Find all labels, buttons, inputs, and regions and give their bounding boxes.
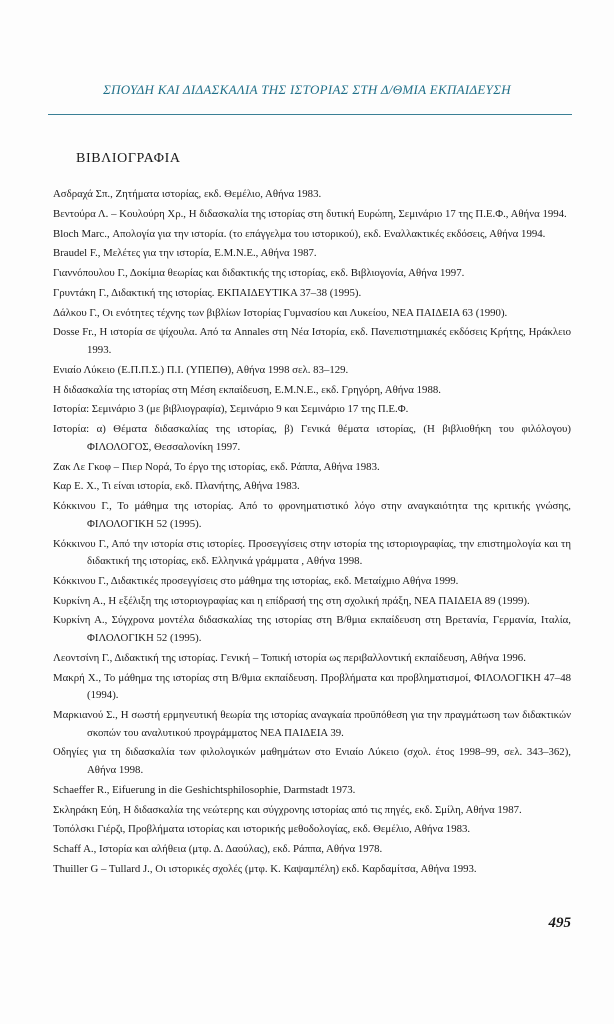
bibliography-entry: Σκληράκη Εύη, Η διδασκαλία της νεώτερης και σύγχρονης ιστορίας από τις πηγές, εκδ. Σμίλη, Αθήνα 1987. — [53, 803, 522, 816]
bibliography-entry: Κυρκίνη Α., Σύγχρονα μοντέλα διδασκαλίας της ιστορίας στη Β/θμια εκπαίδευση στη Βρετανία, Γερμανία, Ιταλία, ΦΙΛΟΛΟΓΙΚΗ 52 (1995). — [53, 614, 571, 645]
bibliography-entry: Ιστορία: α) Θέματα διδασκαλίας της ιστορίας, β) Γενικά θέματα ιστορίας, (Η βιβλιοθήκη του φιλόλογου) ΦΙΛΟΛΟΓΟΣ, Θεσσαλονίκη 1997. — [53, 423, 571, 453]
bibliography-entry: Τοπόλσκι Γιέρζι, Προβλήματα ιστορίας και ιστορικής μεθοδολογίας, εκδ. Θεμέλιο, Αθήνα 1983. — [53, 823, 471, 836]
bibliography-entry: Η διδασκαλία της ιστορίας στη Μέση εκπαίδευση, Ε.Μ.Ν.Ε., εκδ. Γρηγόρη, Αθήνα 1988. — [53, 383, 441, 396]
page-number: 495 — [548, 915, 571, 931]
bibliography-entry: Κόκκινου Γ., Από την ιστορία στις ιστορίες. Προσεγγίσεις στην ιστορία της ιστοριογραφίας, την επιστημολογία και τη διδακτική της ιστορίας, εκδ. Ελληνικά γράμματα , Αθήνα 1998. — [53, 537, 571, 568]
bibliography-entry: Ασδραχά Σπ., Ζητήματα ιστορίας, εκδ. Θεμέλιο, Αθήνα 1983. — [53, 188, 322, 200]
bibliography-entry: Γιαννόπουλου Γ., Δοκίμια θεωρίας και διδακτικής της ιστορίας, εκδ. Βιβλιογονία, Αθήνα 1997. — [53, 267, 465, 280]
bibliography-entry: Μαρκιανού Σ., Η σωστή ερμηνευτική θεωρία της ιστορίας αναγκαία προϋπόθεση για την πραγμάτωση των διδακτικών σκοπών του αναλυτικού προγράμματος ΝΕΑ ΠΑΙΔΕΙΑ 39. — [53, 708, 571, 739]
bibliography-entry: Κυρκίνη Α., Η εξέλιξη της ιστοριογραφίας και η επίδρασή της στη σχολική πράξη, ΝΕΑ ΠΑΙΔΕΙΑ 89 (1999). — [53, 594, 530, 607]
bibliography-entry: Braudel F., Μελέτες για την ιστορία, Ε.Μ.Ν.Ε., Αθήνα 1987. — [53, 247, 317, 260]
bibliography-entry: Ενιαίο Λύκειο (Ε.Π.Π.Σ.) Π.Ι. (ΥΠΕΠΘ), Αθήνα 1998 σελ. 83–129. — [53, 363, 349, 376]
bibliography-entry: Γρυντάκη Γ., Διδακτική της ιστορίας. ΕΚΠΑΙΔΕΥΤΙΚΑ 37–38 (1995). — [53, 286, 362, 299]
bibliography-entry: Schaeffer R., Eifuerung in die Geshichtsphilosophie, Darmstadt 1973. — [53, 783, 356, 796]
bibliography-list — [53, 186, 571, 881]
bibliography-entry: Thuiller G – Tullard J., Οι ιστορικές σχολές (μτφ. Κ. Καψαμπέλη) εκδ. Καρδαμίτσα, Αθήνα 1993. — [53, 862, 477, 875]
running-header: ΣΠΟΥΔΗ ΚΑΙ ΔΙΔΑΣΚΑΛΙΑ ΤΗΣ ΙΣΤΟΡΙΑΣ ΣΤΗ Δ/ΘΜΙΑ ΕΚΠΑΙΔΕΥΣΗ — [103, 82, 511, 97]
bibliography-entry: Οδηγίες για τη διδασκαλία των φιλολογικών μαθημάτων στο Ενιαίο Λύκειο (σχολ. έτος 1998–99, σελ. 343–362), Αθήνα 1998. — [53, 746, 571, 776]
bibliography-entry: Λεοντσίνη Γ., Διδακτική της ιστορίας. Γενική – Τοπική ιστορία ως περιβαλλοντική εκπαίδευση, Αθήνα 1996. — [53, 651, 526, 664]
header-divider — [48, 114, 572, 115]
bibliography-entry: Dosse Fr., Η ιστορία σε ψίχουλα. Από τα Annales στη Νέα Ιστορία, εκδ. Πανεπιστημιακές εκδόσεις Κρήτης, Ηράκλειο 1993. — [53, 326, 571, 357]
bibliography-entry: Schaff A., Ιστορία και αλήθεια (μτφ. Δ. Δαούλας), εκδ. Ράππα, Αθήνα 1978. — [53, 843, 383, 856]
bibliography-entry: Ζακ Λε Γκοφ – Πιερ Νορά, Το έργο της ιστορίας, εκδ. Ράππα, Αθήνα 1983. — [53, 460, 380, 473]
bibliography-entry: Καρ Ε. Χ., Τι είναι ιστορία, εκδ. Πλανήτης, Αθήνα 1983. — [53, 480, 300, 493]
bibliography-entry: Δάλκου Γ., Οι ενότητες τέχνης των βιβλίων Ιστορίας Γυμνασίου και Λυκείου, ΝΕΑ ΠΑΙΔΕΙΑ 63 (1990). — [53, 306, 508, 319]
bibliography-entry: Κόκκινου Γ., Διδακτικές προσεγγίσεις στο μάθημα της ιστορίας, εκδ. Μεταίχμιο Αθήνα 1999. — [53, 574, 459, 587]
bibliography-entry: Bloch Marc., Απολογία για την ιστορία. (το επάγγελμα του ιστορικού), εκδ. Εναλλακτικές εκδόσεις, Αθήνα 1994. — [53, 227, 546, 240]
bibliography-entry: Ιστορία: Σεμινάριο 3 (με βιβλιογραφία), Σεμινάριο 9 και Σεμινάριο 17 της Π.Ε.Φ. — [53, 403, 409, 416]
bibliography-entry: Μακρή Χ., Το μάθημα της ιστορίας στη Β/θμια εκπαίδευση. Προβλήματα και προβληματισμοί, ΦΙΛΟΛΟΓΙΚΗ 47–48 (1994). — [53, 671, 571, 702]
section-title: ΒΙΒΛΙΟΓΡΑΦΙΑ — [76, 151, 181, 166]
bibliography-entry: Βεντούρα Λ. – Κουλούρη Χρ., Η διδασκαλία της ιστορίας στη δυτική Ευρώπη, Σεμινάριο 17 της Π.Ε.Φ., Αθήνα 1994. — [53, 207, 567, 220]
bibliography-entry: Κόκκινου Γ., Το μάθημα της ιστορίας. Από το φρονηματιστικό λόγο στην αναγκαιότητα της κριτικής γνώσης, ΦΙΛΟΛΟΓΙΚΗ 52 (1995). — [53, 500, 571, 530]
